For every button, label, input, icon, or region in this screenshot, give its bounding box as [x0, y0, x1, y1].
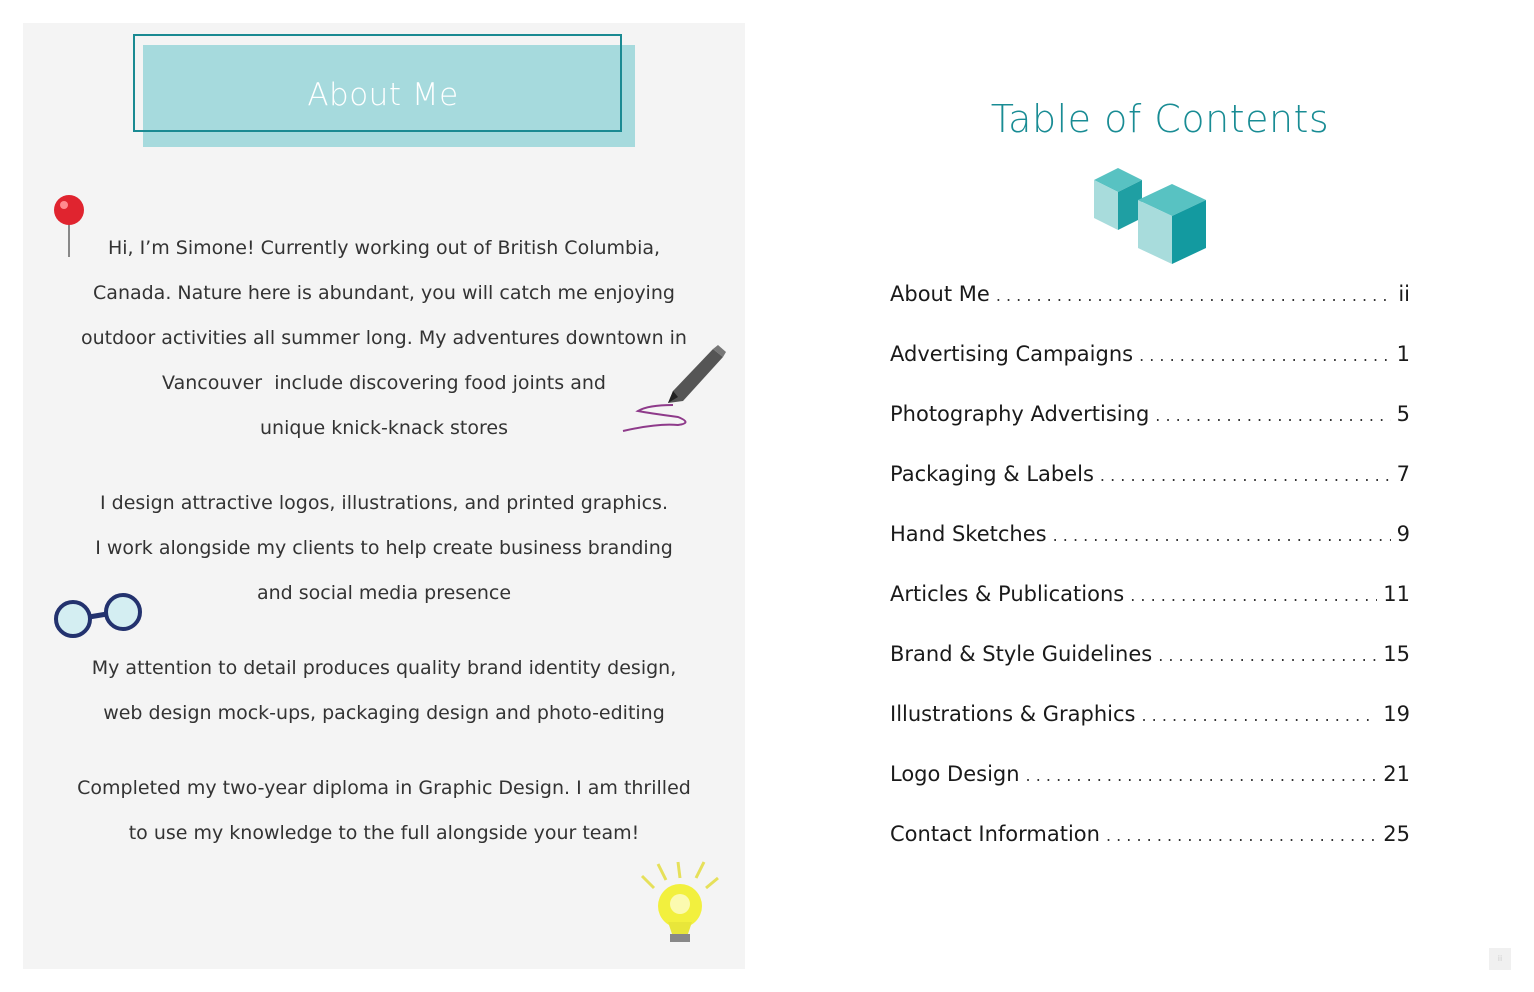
toc-entry-label: About Me — [890, 282, 990, 306]
toc-list — [890, 270, 1410, 870]
toc-entry-label: Photography Advertising — [890, 402, 1150, 426]
about-line: web design mock-ups, packaging design and photo-editing — [103, 702, 665, 724]
toc-entry-page: 11 — [1383, 582, 1410, 606]
about-line: and social media presence — [256, 582, 512, 604]
toc-entry[interactable] — [890, 570, 1410, 630]
toc-entry-label: Articles & Publications — [890, 582, 1125, 606]
toc-entry-label: Brand & Style Guidelines — [890, 642, 1153, 666]
about-line: I design attractive logos, illustrations, and printed graphics. — [100, 492, 668, 514]
toc-dot-leader — [1139, 332, 1391, 380]
lightbulb-icon — [638, 858, 722, 948]
about-line: outdoor activities all summer long. My adventures downtown in — [81, 327, 687, 349]
about-line: Vancouver include discovering food joints and — [162, 372, 606, 394]
toc-entry-label: Hand Sketches — [890, 522, 1047, 546]
about-line: to use my knowledge to the full alongside your team! — [128, 822, 640, 844]
about-line: Hi, I’m Simone! Currently working out of British Columbia, — [107, 237, 661, 259]
toc-entry-page: 7 — [1396, 462, 1410, 486]
about-line: Canada. Nature here is abundant, you will catch me enjoying — [93, 282, 675, 304]
toc-entry[interactable] — [890, 750, 1410, 810]
toc-entry-page: ii — [1398, 282, 1410, 306]
toc-entry-label: Packaging & Labels — [890, 462, 1094, 486]
toc-dot-leader — [1130, 572, 1377, 620]
toc-dot-leader — [1158, 632, 1377, 680]
toc-entry-page: 9 — [1396, 522, 1410, 546]
about-paragraph-1 — [23, 226, 745, 451]
toc-entry-page: 1 — [1396, 342, 1410, 366]
about-line: unique knick-knack stores — [260, 417, 508, 439]
toc-entry-label: Illustrations & Graphics — [890, 702, 1136, 726]
toc-title: Table of Contents — [990, 97, 1330, 141]
toc-entry[interactable] — [890, 390, 1410, 450]
about-paragraph-2 — [23, 481, 745, 616]
toc-entry[interactable] — [890, 270, 1410, 330]
toc-entry[interactable] — [890, 630, 1410, 690]
about-line: Completed my two-year diploma in Graphic Design. I am thrilled — [77, 777, 691, 799]
about-paragraph-4 — [23, 766, 745, 856]
toc-entry-page: 5 — [1396, 402, 1410, 426]
toc-entry-page: 25 — [1383, 822, 1410, 846]
toc-dot-leader — [1026, 752, 1378, 800]
toc-entry-label: Contact Information — [890, 822, 1100, 846]
toc-dot-leader — [1100, 452, 1391, 500]
toc-entry-page: 19 — [1383, 702, 1410, 726]
toc-entry[interactable] — [890, 510, 1410, 570]
toc-entry-label: Logo Design — [890, 762, 1020, 786]
toc-entry[interactable] — [890, 330, 1410, 390]
cubes-icon — [1090, 166, 1210, 266]
page-number: ii — [1489, 948, 1511, 970]
toc-dot-leader — [996, 272, 1393, 320]
about-paragraph-3 — [23, 646, 745, 736]
toc-dot-leader — [1053, 512, 1391, 560]
toc-entry[interactable] — [890, 690, 1410, 750]
toc-entry-page: 15 — [1383, 642, 1410, 666]
about-title: About Me — [307, 77, 459, 113]
toc-dot-leader — [1106, 812, 1377, 860]
toc-entry-page: 21 — [1383, 762, 1410, 786]
toc-entry-label: Advertising Campaigns — [890, 342, 1134, 366]
toc-dot-leader — [1141, 692, 1377, 740]
toc-dot-leader — [1155, 392, 1390, 440]
about-page — [23, 23, 745, 969]
toc-entry[interactable] — [890, 450, 1410, 510]
toc-heading — [0, 97, 1534, 141]
about-line: My attention to detail produces quality brand identity design, — [91, 657, 677, 679]
toc-entry[interactable] — [890, 810, 1410, 870]
about-line: I work alongside my clients to help create business branding — [95, 537, 673, 559]
